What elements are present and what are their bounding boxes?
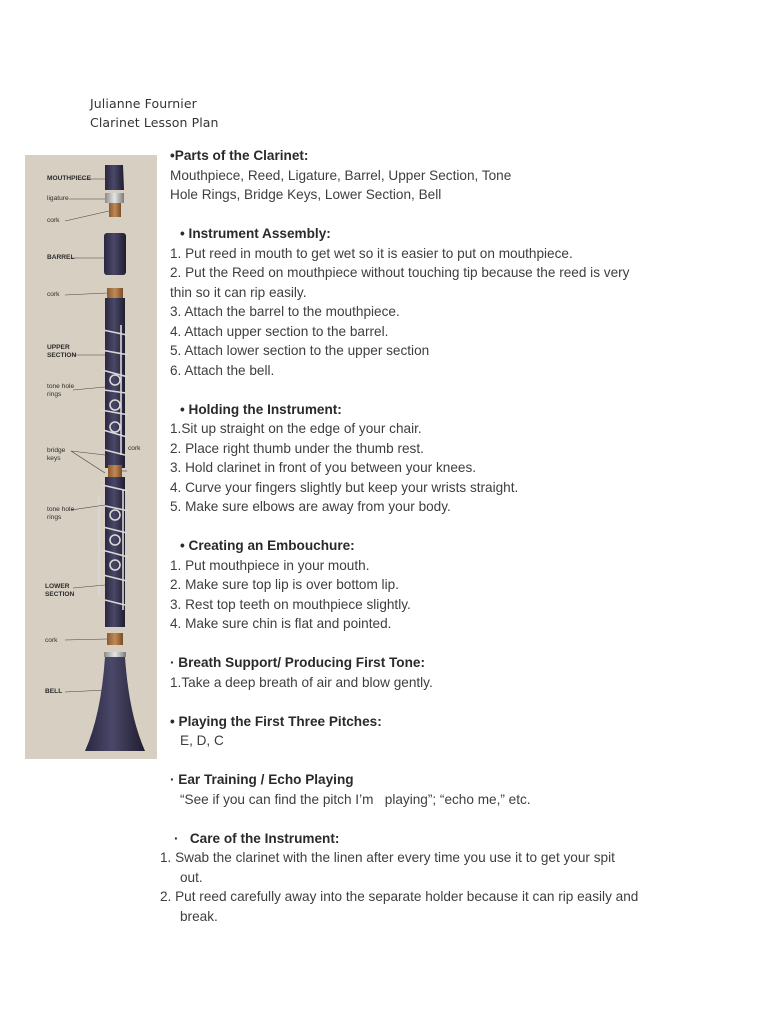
author-name: Julianne Fournier: [90, 96, 197, 111]
list-item: thin so it can rip easily.: [170, 284, 307, 300]
section-heading: • Instrument Assembly:: [180, 226, 331, 241]
list-item: 2. Place right thumb under the thumb rest.: [170, 440, 424, 456]
list-item: 1. Swab the clarinet with the linen after every time you use it to get your spit: [160, 850, 615, 865]
label-lower: LOWER: [45, 583, 70, 590]
label-bell: BELL: [45, 688, 63, 695]
list-item: 3. Rest top teeth on mouthpiece slightly.: [170, 596, 411, 612]
cork-shape: [107, 633, 123, 645]
clarinet-diagram: [25, 155, 157, 759]
section-heading: • Creating an Embouchure:: [180, 538, 355, 553]
label-mouthpiece: MOUTHPIECE: [47, 175, 91, 182]
cork-shape: [109, 203, 121, 217]
label-tone-hole: tone hole: [47, 506, 75, 513]
section-parts: [170, 146, 710, 205]
cork-shape: [107, 288, 123, 298]
list-item: 1.Take a deep breath of air and blow gently.: [170, 674, 433, 690]
list-item: 5. Make sure elbows are away from your body.: [170, 499, 451, 514]
clarinet-illustration: [25, 155, 157, 759]
label-rings: rings: [47, 391, 62, 398]
list-item-continuation: out.: [180, 869, 203, 885]
section-assembly: [170, 224, 710, 380]
section-heading: · Care of the Instrument:: [174, 830, 340, 846]
label-cork: cork: [45, 637, 58, 644]
label-section: SECTION: [47, 352, 77, 359]
section-pitches: [170, 712, 710, 751]
section-ear-training: [170, 770, 710, 809]
cork-shape: [108, 465, 122, 477]
parts-line: Hole Rings, Bridge Keys, Lower Section, Bell: [170, 187, 442, 202]
list-item-continuation: break.: [180, 908, 218, 924]
list-item: 4. Make sure chin is flat and pointed.: [170, 616, 392, 631]
label-tone-hole: tone hole: [47, 383, 75, 390]
list-item: 6. Attach the bell.: [170, 362, 275, 378]
parts-line: Mouthpiece, Reed, Ligature, Barrel, Upper Section, Tone: [170, 167, 512, 183]
label-section: SECTION: [45, 591, 75, 598]
section-heading: · Breath Support/ Producing First Tone:: [170, 655, 426, 670]
bell-ring: [104, 652, 126, 657]
label-keys: keys: [47, 455, 61, 462]
list-item: 5. Attach lower section to the upper section: [170, 343, 430, 358]
label-cork: cork: [128, 445, 141, 452]
section-breath: [170, 653, 710, 692]
section-embouchure: [170, 536, 710, 634]
document-subtitle: Clarinet Lesson Plan: [90, 115, 219, 130]
label-ligature: ligature: [47, 195, 69, 202]
list-item: 4. Curve your fingers slightly but keep your wrists straight.: [170, 479, 519, 495]
upper-section-shape: [105, 298, 125, 468]
list-item: “See if you can find the pitch I’m playing”; “echo me,” etc.: [180, 791, 531, 807]
list-item: E, D, C: [180, 733, 224, 748]
list-item: 1.Sit up straight on the edge of your chair.: [170, 421, 422, 436]
section-heading: •Parts of the Clarinet:: [170, 148, 309, 163]
list-item: 2. Make sure top lip is over bottom lip.: [170, 577, 399, 592]
list-item: 1. Put reed in mouth to get wet so it is easier to put on mouthpiece.: [170, 245, 573, 261]
bell-shape: [85, 657, 145, 751]
document-header: [90, 94, 219, 132]
list-item: 2. Put reed carefully away into the separate holder because it can rip easily and: [160, 889, 639, 904]
label-cork: cork: [47, 217, 60, 224]
section-heading: • Playing the First Three Pitches:: [170, 713, 382, 729]
label-cork: cork: [47, 291, 60, 298]
list-item: 3. Hold clarinet in front of you between your knees.: [170, 460, 477, 475]
list-item: 3. Attach the barrel to the mouthpiece.: [170, 304, 400, 319]
label-upper: UPPER: [47, 344, 70, 351]
barrel-shape: [104, 233, 126, 275]
lesson-content: [160, 146, 710, 926]
label-rings: rings: [47, 514, 62, 521]
ligature-shape: [105, 193, 124, 203]
list-item: 1. Put mouthpiece in your mouth.: [170, 557, 370, 573]
section-care: [160, 829, 710, 927]
section-heading: • Holding the Instrument:: [180, 401, 342, 417]
list-item: 4. Attach upper section to the barrel.: [170, 323, 389, 339]
list-item: 2. Put the Reed on mouthpiece without touching tip because the reed is very: [170, 265, 630, 280]
label-bridge: bridge: [47, 447, 66, 454]
section-heading: · Ear Training / Echo Playing: [170, 772, 354, 787]
section-holding: [170, 400, 710, 517]
mouthpiece-shape: [105, 165, 124, 190]
label-barrel: BARREL: [47, 254, 75, 261]
